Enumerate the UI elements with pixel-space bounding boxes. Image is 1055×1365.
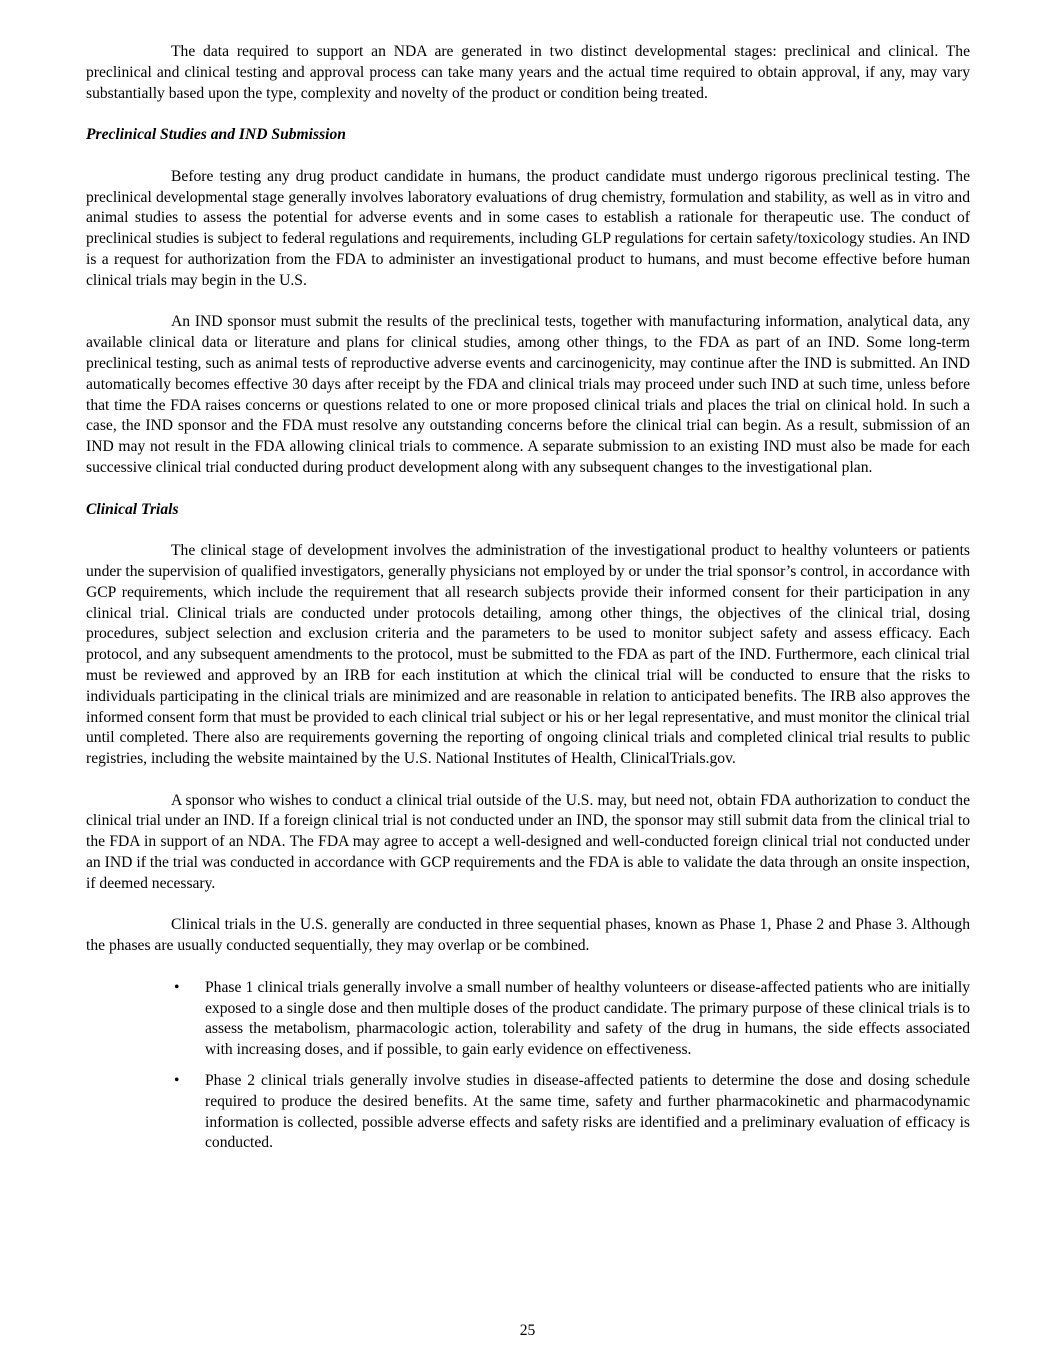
document-page <box>86 42 970 1164</box>
paragraph-clinical-stage: The clinical stage of development involves the administration of the investigational product to healthy volunteers or patients under the supervision of qualified investigators, generally physicians not employed by or under the trial sponsor’s control, in accordance with GCP requirements, which include the requirement that all research subjects provide their informed consent for their participation in any clinical trial. Clinical trials are conducted under protocols detailing, among other things, the objectives of the clinical trial, dosing procedures, subject selection and exclusion criteria and the parameters to be used to monitor subject safety and assess efficacy. Each protocol, and any subsequent amendments to the protocol, must be submitted to the FDA as part of the IND. Furthermore, each clinical trial must be reviewed and approved by an IRB for each institution at which the clinical trial will be conducted to ensure that the risks to individuals participating in the clinical trials are minimized and are reasonable in relation to anticipated benefits. The IRB also approves the informed consent form that must be provided to each clinical trial subject or his or her legal representative, and must monitor the clinical trial until completed. There also are requirements governing the reporting of ongoing clinical trials and completed clinical trial results to public registries, including the website maintained by the U.S. National Institutes of Health, ClinicalTrials.gov. <box>86 542 970 768</box>
heading-clinical-trials: Clinical Trials <box>86 500 179 518</box>
paragraph-foreign-trials: A sponsor who wishes to conduct a clinical trial outside of the U.S. may, but need not, obtain FDA authorization to conduct the clinical trial under an IND. If a foreign clinical trial is not conducted under an IND, the sponsor may still submit data from the clinical trial to the FDA in support of an NDA. The FDA may agree to accept a well-designed and well-conducted foreign clinical trial not conducted under an IND if the trial was conducted in accordance with GCP requirements and the FDA is able to validate the data through an onsite inspection, if deemed necessary. <box>86 791 970 892</box>
list-item-text: Phase 2 clinical trials generally involve studies in disease-affected patients to determine the dose and dosing schedule required to produce the desired benefits. At the same time, safety and further pharmacokinetic and pharmacodynamic information is collected, possible adverse effects and safety risks are identified and a preliminary evaluation of efficacy is conducted. <box>205 1072 970 1152</box>
bullet-icon: • <box>174 978 180 996</box>
paragraph-ind-sponsor: An IND sponsor must submit the results of the preclinical tests, together with manufacturing information, analytical data, any available clinical data or literature and plans for clinical studies, among other things, to the FDA as part of an IND. Some long-term preclinical testing, such as animal tests of reproductive adverse events and carcinogenicity, may continue after the IND is submitted. An IND automatically becomes effective 30 days after receipt by the FDA and clinical trials may proceed under such IND at such time, unless before that time the FDA raises concerns or questions related to one or more proposed clinical trials and places the trial on clinical hold. In such a case, the IND sponsor and the FDA must resolve any outstanding concerns before the clinical trial can begin. As a result, submission of an IND may not result in the FDA allowing clinical trials to commence. A separate submission to an existing IND must also be made for each successive clinical trial conducted during product development along with any subsequent changes to the investigational plan. <box>86 313 970 476</box>
paragraph-trial-phases: Clinical trials in the U.S. generally are conducted in three sequential phases, known as Phase 1, Phase 2 and Phase 3. Although the phases are usually conducted sequentially, they may overlap or be combined. <box>86 916 970 955</box>
paragraph-preclinical-testing: Before testing any drug product candidate in humans, the product candidate must undergo rigorous preclinical testing. The preclinical developmental stage generally involves laboratory evaluations of drug chemistry, formulation and stability, as well as in vitro and animal studies to assess the potential for adverse events and in some cases to establish a rationale for therapeutic use. The conduct of preclinical studies is subject to federal regulations and requirements, including GLP regulations for certain safety/toxicology studies. An IND is a request for authorization from the FDA to administer an investigational product to humans, and must become effective before human clinical trials may begin in the U.S. <box>86 167 970 289</box>
page-number: 25 <box>519 1322 536 1339</box>
list-item-text: Phase 1 clinical trials generally involve a small number of healthy volunteers or disease-affected patients who are initially exposed to a single dose and then multiple doses of the product candidate. The primary purpose of these clinical trials is to assess the metabolism, pharmacologic action, tolerability and safety of the drug in humans, the side effects associated with increasing doses, and if possible, to gain early evidence on effectiveness. <box>205 978 970 1059</box>
list-item-phase-2 <box>86 1071 970 1154</box>
bullet-icon: • <box>174 1072 180 1090</box>
paragraph-nda-stages: The data required to support an NDA are generated in two distinct developmental stages: preclinical and clinical. The preclinical and clinical testing and approval process can take many years and the actual time required to obtain approval, if any, may vary substantially based upon the type, complexity and novelty of the product or condition being treated. <box>86 43 970 102</box>
list-item-phase-1 <box>86 978 970 1061</box>
heading-preclinical-studies: Preclinical Studies and IND Submission <box>86 126 346 144</box>
phase-list <box>86 978 970 1154</box>
